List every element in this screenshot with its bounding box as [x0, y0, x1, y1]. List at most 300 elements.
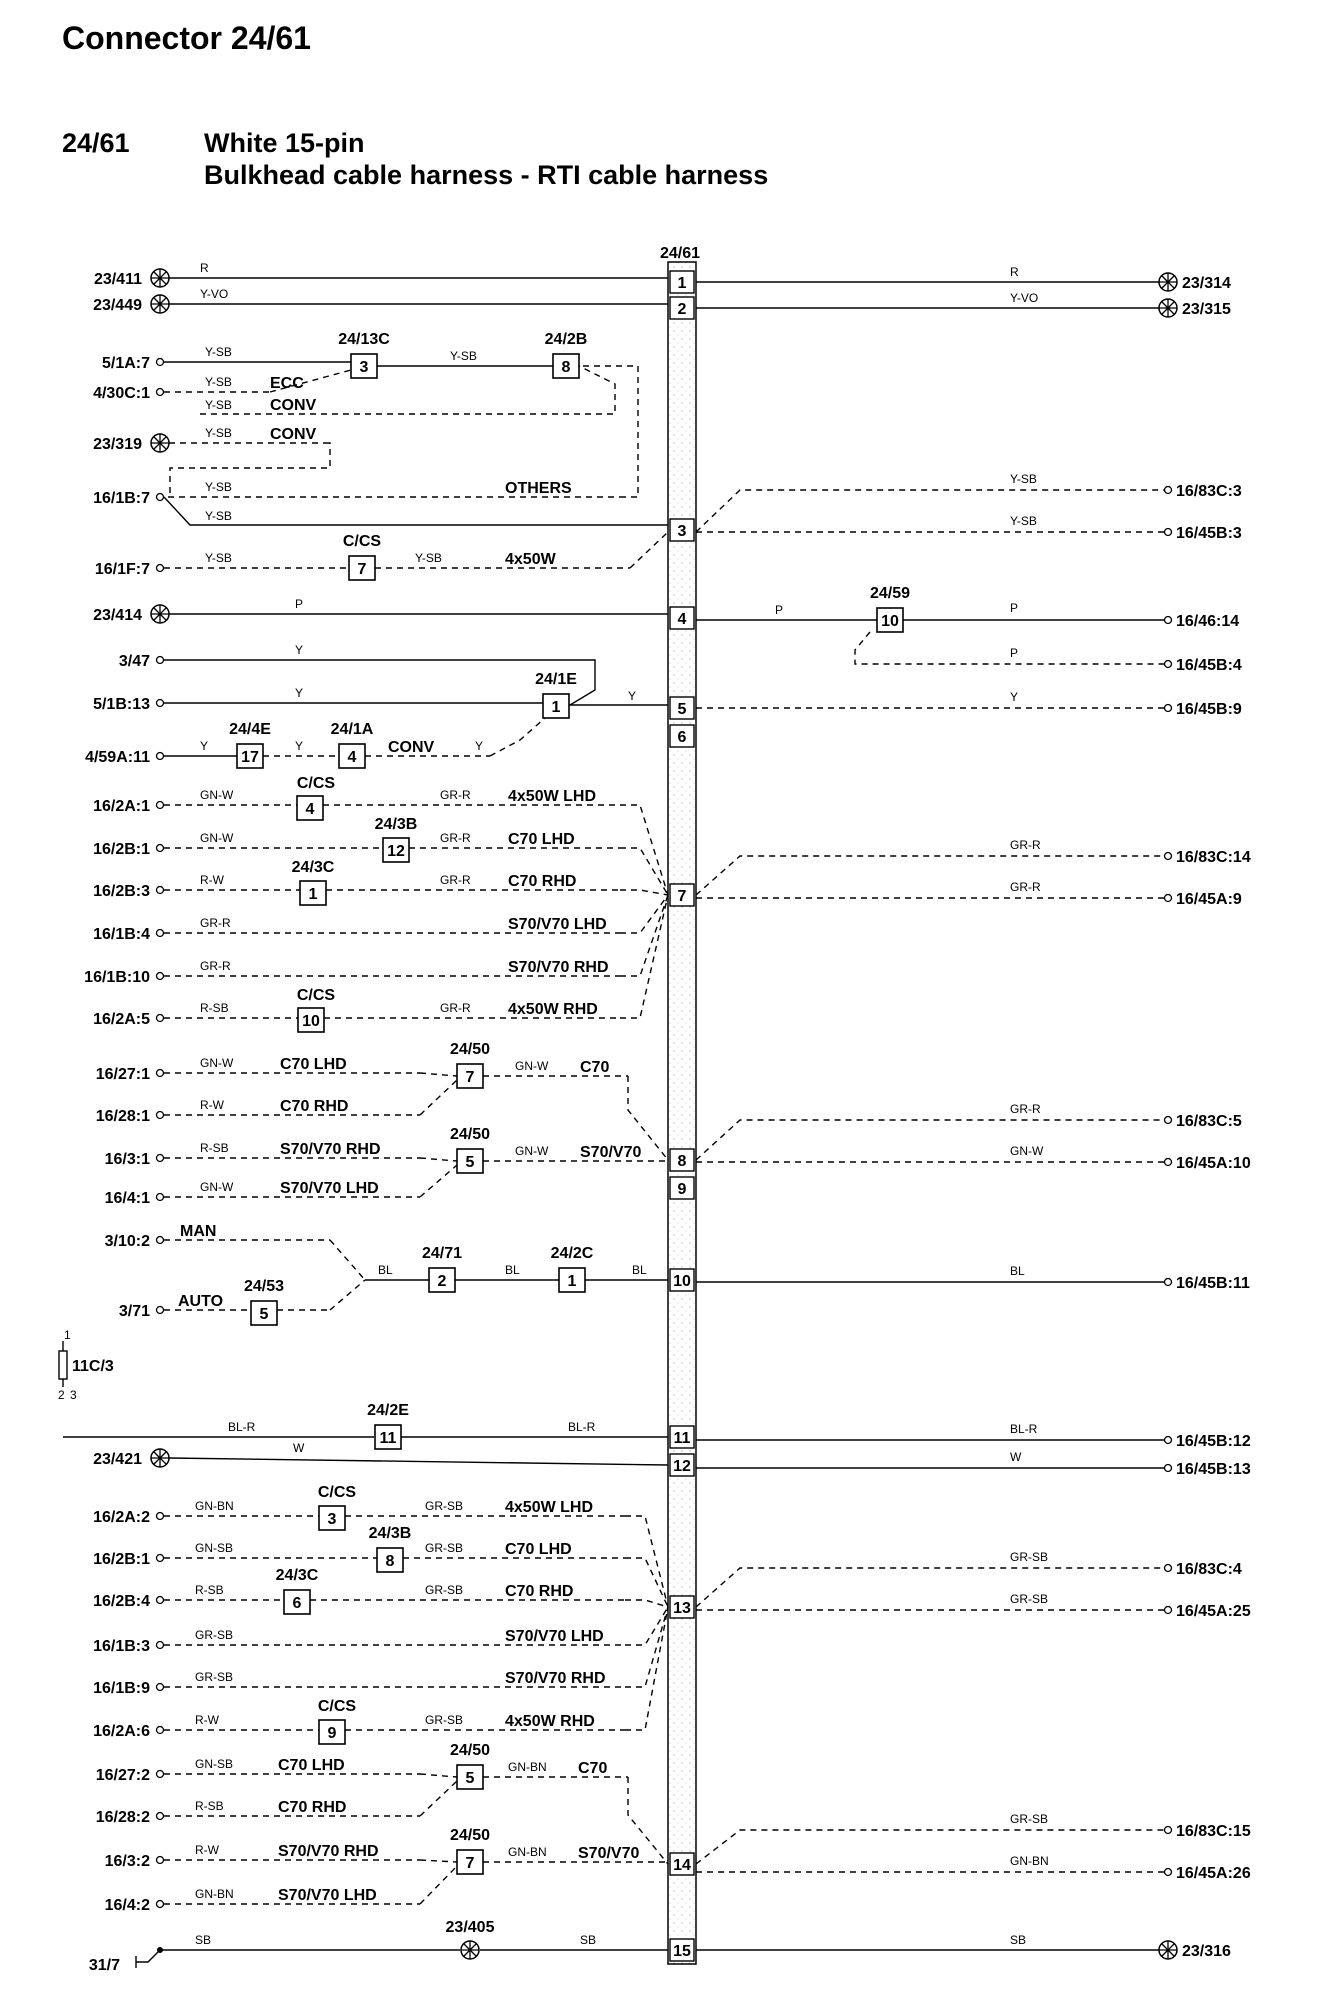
wire-color-code: Y	[295, 643, 304, 657]
terminal-circle-icon	[157, 1901, 164, 1908]
splice-name: 24/50	[449, 1126, 491, 1143]
wire-color-code: GR-SB	[1010, 1550, 1049, 1564]
right-terminal-label: 16/45B:3	[1176, 525, 1242, 542]
wire-color-code: GR-SB	[1010, 1592, 1049, 1606]
option-note: OTHERS	[505, 480, 572, 497]
terminal-circle-icon	[1165, 529, 1172, 536]
wire-segment	[169, 1458, 668, 1465]
terminal-circle-icon	[157, 1015, 164, 1022]
wire-color-code: GN-W	[1010, 1144, 1044, 1158]
connector-description-line1: White 15-pin	[204, 128, 365, 158]
splice-name: C/CS	[317, 1484, 357, 1501]
fuse-pin-label: 2	[58, 1388, 65, 1402]
wire-color-code: R-SB	[195, 1799, 224, 1813]
splice-pin-number: 7	[357, 561, 367, 578]
option-note: CONV	[270, 397, 317, 414]
option-note: C70 LHD	[280, 1056, 347, 1073]
splice-pin-number: 5	[259, 1306, 269, 1323]
wire-color-code: Y-SB	[205, 398, 232, 412]
left-terminal-label: 4/30C:1	[93, 385, 150, 402]
wire-path	[696, 1830, 1164, 1864]
splice-pin-number: 5	[465, 1770, 475, 1787]
connector-pin-number: 5	[677, 701, 687, 718]
terminal-circle-icon	[157, 700, 164, 707]
wire-path	[490, 718, 545, 756]
right-terminal-label: 16/45B:4	[1176, 657, 1242, 674]
connector-pin-number: 15	[673, 1943, 691, 1960]
option-note: C70	[578, 1760, 608, 1777]
option-note: AUTO	[178, 1293, 224, 1310]
splice-pin-number: 1	[551, 699, 561, 716]
right-terminal-label: 16/45B:13	[1176, 1461, 1251, 1478]
splice-pin-number: 3	[359, 359, 369, 376]
wire-color-code: Y-SB	[205, 426, 232, 440]
terminal-circle-icon	[157, 1813, 164, 1820]
splice-name: 23/405	[445, 1919, 495, 1936]
connector-label: 24/61	[660, 245, 701, 262]
wire-path	[164, 497, 668, 525]
wire-color-code: Y-SB	[205, 551, 232, 565]
right-terminal-label: 23/314	[1182, 275, 1231, 292]
left-terminal-label: 16/28:2	[95, 1809, 150, 1826]
left-terminal-label: 16/1B:9	[93, 1680, 150, 1697]
terminal-circle-icon	[1165, 1117, 1172, 1124]
left-terminal-label: 16/2A:2	[93, 1509, 150, 1526]
splice-pin-number: 1	[567, 1273, 577, 1290]
left-terminal-label: 16/2B:1	[93, 1551, 150, 1568]
terminal-circle-icon	[1165, 1465, 1172, 1472]
splice-pin-number: 2	[437, 1273, 447, 1290]
wire-color-code: SB	[1010, 1933, 1027, 1947]
splice-name: 24/3C	[291, 859, 335, 876]
wire-path	[630, 532, 668, 568]
wire-color-code: Y-SB	[205, 375, 232, 389]
terminal-circle-icon	[1165, 487, 1172, 494]
terminal-circle-icon	[157, 973, 164, 980]
splice-name: 24/2E	[367, 1402, 409, 1419]
left-terminal-label: 16/1F:7	[94, 561, 150, 578]
wire-color-code: GN-W	[515, 1144, 549, 1158]
splice-name: 24/53	[243, 1278, 285, 1295]
wire-color-code: R-W	[195, 1843, 219, 1857]
terminal-circle-icon	[157, 657, 164, 664]
terminal-circle-icon	[157, 1237, 164, 1244]
wire-color-code: GN-W	[200, 1056, 234, 1070]
wire-path	[420, 1774, 457, 1777]
option-note: CONV	[270, 426, 317, 443]
splice-pin-number: 4	[305, 801, 315, 818]
terminal-circle-icon	[1165, 853, 1172, 860]
connector-pin-number: 11	[673, 1430, 691, 1447]
terminal-circle-icon	[1165, 1279, 1172, 1286]
splice-name: 24/3B	[368, 1525, 412, 1542]
wire-color-code: Y-SB	[205, 480, 232, 494]
splice-pin-number: 4	[347, 749, 357, 766]
connector-pin-number: 9	[677, 1181, 687, 1198]
left-terminal-label: 23/414	[93, 607, 142, 624]
terminal-circle-icon	[157, 1642, 164, 1649]
left-terminal-label: 16/27:2	[95, 1767, 150, 1784]
wire-path	[330, 1280, 365, 1310]
wire-path	[625, 1607, 668, 1687]
right-terminal-label: 16/45A:26	[1176, 1865, 1251, 1882]
left-terminal-label: 16/2B:4	[93, 1593, 150, 1610]
option-note: C70	[580, 1059, 610, 1076]
right-terminal-label: 23/315	[1182, 301, 1231, 318]
option-note: C70 RHD	[508, 873, 577, 890]
wire-color-code: GN-BN	[195, 1887, 234, 1901]
connector-pin-number: 7	[677, 888, 687, 905]
wire-path	[696, 1120, 1164, 1160]
wire-color-code: BL-R	[228, 1420, 256, 1434]
connector-pin-number: 3	[677, 523, 687, 540]
splice-pin-number: 7	[465, 1069, 475, 1086]
terminal-circle-icon	[1165, 1827, 1172, 1834]
terminal-circle-icon	[157, 845, 164, 852]
option-note: ECC	[270, 375, 304, 392]
splice-pin-number: 5	[465, 1154, 475, 1171]
fuse-icon	[59, 1351, 67, 1379]
terminal-circle-icon	[1165, 1869, 1172, 1876]
wire-color-code: Y-SB	[1010, 514, 1037, 528]
splice-name: 24/50	[449, 1742, 491, 1759]
wire-color-code: GR-R	[1010, 838, 1041, 852]
wire-path	[620, 890, 668, 895]
wire-color-code: GN-W	[200, 831, 234, 845]
wire-color-code: R	[1010, 265, 1019, 279]
splice-name: C/CS	[296, 987, 336, 1004]
wire-path	[579, 366, 638, 497]
wire-color-code: R-SB	[200, 1141, 229, 1155]
left-terminal-label: 16/1B:3	[93, 1638, 150, 1655]
splice-pin-number: 8	[385, 1553, 395, 1570]
connector-pin-number: 6	[677, 729, 687, 746]
option-note: S70/V70 RHD	[278, 1843, 379, 1860]
option-note: C70 RHD	[280, 1098, 349, 1115]
option-note: S70/V70 RHD	[280, 1141, 381, 1158]
left-terminal-label: 23/319	[93, 436, 142, 453]
wire-color-code: GR-SB	[1010, 1812, 1049, 1826]
left-terminal-label: 23/421	[93, 1451, 142, 1468]
option-note: S70/V70	[580, 1144, 642, 1161]
option-note: S70/V70 LHD	[280, 1180, 379, 1197]
wire-path	[420, 1866, 457, 1904]
wire-color-code: P	[775, 603, 784, 617]
left-terminal-label: 16/2A:6	[93, 1723, 150, 1740]
right-terminal-label: 16/45A:9	[1176, 891, 1242, 908]
wire-path	[620, 895, 668, 1018]
wire-color-code: Y-VO	[1010, 291, 1039, 305]
option-note: S70/V70 LHD	[278, 1887, 377, 1904]
right-terminal-label: 23/316	[1182, 1943, 1231, 1960]
connector-pin-number: 13	[673, 1600, 691, 1617]
terminal-circle-icon	[1165, 1565, 1172, 1572]
left-terminal-label: 16/1B:4	[93, 926, 150, 943]
splice-name: 24/50	[449, 1827, 491, 1844]
left-terminal-label: 16/4:1	[104, 1190, 150, 1207]
wire-color-code: GR-R	[1010, 880, 1041, 894]
wire-color-code: GR-R	[440, 873, 471, 887]
option-note: MAN	[180, 1223, 217, 1240]
terminal-circle-icon	[157, 802, 164, 809]
wire-color-code: GR-R	[440, 831, 471, 845]
left-terminal-label: 3/10:2	[104, 1233, 150, 1250]
splice-name: 24/1A	[330, 721, 374, 738]
option-note: S70/V70 LHD	[508, 916, 607, 933]
wire-path	[136, 1950, 160, 1962]
wire-color-code: GN-BN	[1010, 1854, 1049, 1868]
wire-color-code: SB	[195, 1933, 212, 1947]
fuse-pin-label: 1	[64, 1328, 71, 1342]
terminal-circle-icon	[157, 359, 164, 366]
connector-id: 24/61	[62, 128, 130, 158]
wire-color-code: GR-R	[440, 788, 471, 802]
right-terminal-label: 16/83C:15	[1176, 1823, 1251, 1840]
wire-color-code: W	[293, 1441, 305, 1455]
terminal-circle-icon	[157, 1513, 164, 1520]
terminal-circle-icon	[1165, 1607, 1172, 1614]
right-terminal-label: 16/45B:12	[1176, 1433, 1251, 1450]
wire-color-code: R-W	[200, 873, 224, 887]
splice-name: 24/4E	[229, 721, 271, 738]
connector-pin-number: 4	[677, 611, 687, 628]
splice-name: 24/59	[869, 585, 911, 602]
option-note: C70 RHD	[278, 1799, 347, 1816]
wire-color-code: GN-BN	[508, 1845, 547, 1859]
left-terminal-label: 16/1B:10	[84, 969, 150, 986]
wire-path	[620, 895, 668, 976]
wire-color-code: Y	[1010, 690, 1019, 704]
option-note: C70 LHD	[505, 1541, 572, 1558]
wire-color-code: GR-SB	[425, 1713, 464, 1727]
splice-name: 24/1E	[535, 671, 577, 688]
option-note: C70 LHD	[508, 831, 575, 848]
splice-pin-number: 3	[327, 1511, 337, 1528]
left-terminal-label: 3/47	[118, 653, 150, 670]
terminal-circle-icon	[157, 494, 164, 501]
splice-pin-number: 7	[465, 1855, 475, 1872]
labels	[58, 261, 1251, 1974]
connector-pin-number: 1	[677, 275, 687, 292]
terminal-circle-icon	[157, 1684, 164, 1691]
connector-body	[668, 262, 696, 1964]
wire-color-code: GR-SB	[425, 1583, 464, 1597]
wire-color-code: R-W	[200, 1098, 224, 1112]
wire-color-code: GR-R	[200, 959, 231, 973]
wire-path	[420, 1781, 457, 1816]
wire-path	[164, 660, 595, 705]
connector-description-line2: Bulkhead cable harness - RTI cable harness	[204, 160, 769, 190]
wire-color-code: SB	[580, 1933, 597, 1947]
wire-color-code: BL	[632, 1263, 647, 1277]
left-terminal-label: 16/2B:1	[93, 841, 150, 858]
wire-color-code: BL	[378, 1263, 393, 1277]
splice-pin-number: 1	[308, 886, 318, 903]
terminal-circle-icon	[157, 1155, 164, 1162]
wire-color-code: Y-SB	[205, 345, 232, 359]
option-note: S70/V70	[578, 1845, 640, 1862]
splice-pin-number: 6	[292, 1595, 302, 1612]
wire-path	[696, 490, 1164, 532]
terminal-circle-icon	[157, 1070, 164, 1077]
connector-pin-number: 2	[677, 301, 687, 318]
option-note: 4x50W LHD	[505, 1499, 594, 1516]
page-title: Connector 24/61	[62, 20, 311, 56]
left-terminal-label: 16/1B:7	[93, 490, 150, 507]
wire-color-code: GN-BN	[195, 1499, 234, 1513]
terminal-circle-icon	[157, 753, 164, 760]
option-note: 4x50W	[505, 551, 556, 568]
left-terminal-label: 23/411	[93, 271, 142, 288]
wire-color-code: GR-SB	[425, 1499, 464, 1513]
right-terminal-label: 16/45A:25	[1176, 1603, 1251, 1620]
wire-color-code: GN-W	[200, 788, 234, 802]
terminal-circle-icon	[157, 389, 164, 396]
wire-path	[170, 443, 330, 497]
option-note: C70 LHD	[278, 1757, 345, 1774]
fuse-pin-label: 3	[70, 1388, 77, 1402]
wire-color-code: Y	[200, 739, 209, 753]
connector-pin-number: 8	[677, 1153, 687, 1170]
splice-pin-number: 8	[561, 359, 571, 376]
left-terminal-label: 16/2B:3	[93, 883, 150, 900]
right-terminal-label: 16/83C:14	[1176, 849, 1251, 866]
option-note: C70 RHD	[505, 1583, 574, 1600]
terminal-circle-icon	[157, 1555, 164, 1562]
wire-color-code: P	[1010, 646, 1019, 660]
left-terminal-label: 16/28:1	[95, 1108, 150, 1125]
left-terminal-label: 3/71	[118, 1303, 150, 1320]
wire-path	[420, 1165, 457, 1197]
wire-color-code: P	[1010, 601, 1019, 615]
terminal-circle-icon	[157, 1307, 164, 1314]
wire-path	[420, 1080, 457, 1115]
terminal-circle-icon	[1165, 617, 1172, 624]
wire-color-code: Y	[295, 739, 304, 753]
left-terminal-label: 23/449	[93, 297, 142, 314]
right-terminal-label: 16/45A:10	[1176, 1155, 1251, 1172]
wire-color-code: R-SB	[200, 1001, 229, 1015]
splice-name: 24/2C	[550, 1245, 594, 1262]
wire-path	[420, 1158, 457, 1161]
terminal-circle-icon	[1165, 705, 1172, 712]
left-terminal-label: 16/4:2	[104, 1897, 150, 1914]
wire-color-code: Y-SB	[205, 509, 232, 523]
wire-path	[696, 1568, 1164, 1607]
splice-pin-number: 10	[302, 1013, 320, 1030]
splice-name: 24/2B	[544, 331, 588, 348]
ground-dot	[157, 1947, 163, 1953]
wire-path	[420, 1073, 457, 1076]
wire-path	[420, 1860, 457, 1862]
terminal-circle-icon	[1165, 1159, 1172, 1166]
wire-path	[620, 805, 668, 895]
wire-color-code: GN-W	[515, 1059, 549, 1073]
connector-pin-number: 12	[673, 1458, 691, 1475]
left-terminal-label: 31/7	[88, 1957, 120, 1974]
terminal-circle-icon	[157, 1597, 164, 1604]
wire-color-code: GR-SB	[195, 1628, 234, 1642]
left-terminal-label: 16/3:2	[104, 1853, 150, 1870]
wire-color-code: R	[200, 261, 209, 275]
splice-name: C/CS	[317, 1698, 357, 1715]
wire-color-code: BL-R	[1010, 1422, 1038, 1436]
left-terminal-label: 4/59A:11	[85, 749, 150, 766]
wire-color-code: Y	[475, 739, 484, 753]
wire-color-code: P	[295, 597, 304, 611]
option-note: CONV	[388, 739, 435, 756]
wire-color-code: BL	[1010, 1264, 1025, 1278]
option-note: S70/V70 RHD	[505, 1670, 606, 1687]
terminal-circle-icon	[1165, 895, 1172, 902]
left-terminal-label: 16/3:1	[104, 1151, 150, 1168]
wire-color-code: R-SB	[195, 1583, 224, 1597]
splice-pin-number: 9	[327, 1725, 337, 1742]
wire-color-code: GN-SB	[195, 1541, 234, 1555]
option-note: 4x50W RHD	[505, 1713, 595, 1730]
wire-path	[330, 1240, 365, 1280]
option-note: S70/V70 RHD	[508, 959, 609, 976]
right-terminal-label: 16/83C:5	[1176, 1113, 1242, 1130]
terminal-circle-icon	[157, 930, 164, 937]
splice-pin-number: 11	[379, 1430, 397, 1447]
wire-color-code: BL	[505, 1263, 520, 1277]
splice-pin-number: 12	[387, 843, 405, 860]
connector-pin-number: 10	[673, 1273, 691, 1290]
left-terminal-label: 11C/3	[72, 1358, 114, 1375]
wire-color-code: GN-W	[200, 1180, 234, 1194]
connector-pin-number: 14	[673, 1857, 691, 1874]
wire-color-code: Y-VO	[200, 287, 229, 301]
splice-name: 24/71	[421, 1245, 463, 1262]
right-terminal-label: 16/45B:9	[1176, 701, 1242, 718]
wires	[63, 278, 1164, 1968]
wire-color-code: Y	[295, 686, 304, 700]
wire-color-code: Y-SB	[450, 349, 477, 363]
splice-name: 24/3C	[275, 1567, 319, 1584]
wire-color-code: GN-BN	[508, 1760, 547, 1774]
terminal-circle-icon	[157, 1727, 164, 1734]
terminal-circle-icon	[1165, 661, 1172, 668]
wire-color-code: GR-R	[1010, 1102, 1041, 1116]
terminal-circle-icon	[1165, 1437, 1172, 1444]
wire-path	[696, 856, 1164, 895]
left-terminal-label: 5/1A:7	[101, 355, 150, 372]
terminal-circle-icon	[157, 565, 164, 572]
wire-color-code: R-W	[195, 1713, 219, 1727]
splice-name: 24/13C	[338, 331, 390, 348]
left-terminal-label: 16/2A:1	[93, 798, 150, 815]
wire-color-code: GR-R	[440, 1001, 471, 1015]
right-terminal-label: 16/83C:4	[1176, 1561, 1242, 1578]
wire-color-code: BL-R	[568, 1420, 596, 1434]
splice-name: C/CS	[296, 775, 336, 792]
wire-color-code: W	[1010, 1450, 1022, 1464]
right-terminal-label: 16/45B:11	[1176, 1275, 1250, 1292]
splice-name: 24/50	[449, 1041, 491, 1058]
terminal-circle-icon	[157, 1112, 164, 1119]
wire-color-code: Y-SB	[415, 551, 442, 565]
wire-path	[625, 1607, 668, 1730]
wire-color-code: GR-SB	[425, 1541, 464, 1555]
terminal-circle-icon	[157, 1857, 164, 1864]
left-terminal-label: 16/27:1	[95, 1066, 150, 1083]
wire-color-code: GR-SB	[195, 1670, 234, 1684]
right-terminal-label: 16/46:14	[1176, 613, 1240, 630]
splice-name: C/CS	[342, 533, 382, 550]
terminal-circle-icon	[157, 1194, 164, 1201]
right-terminal-label: 16/83C:3	[1176, 483, 1242, 500]
